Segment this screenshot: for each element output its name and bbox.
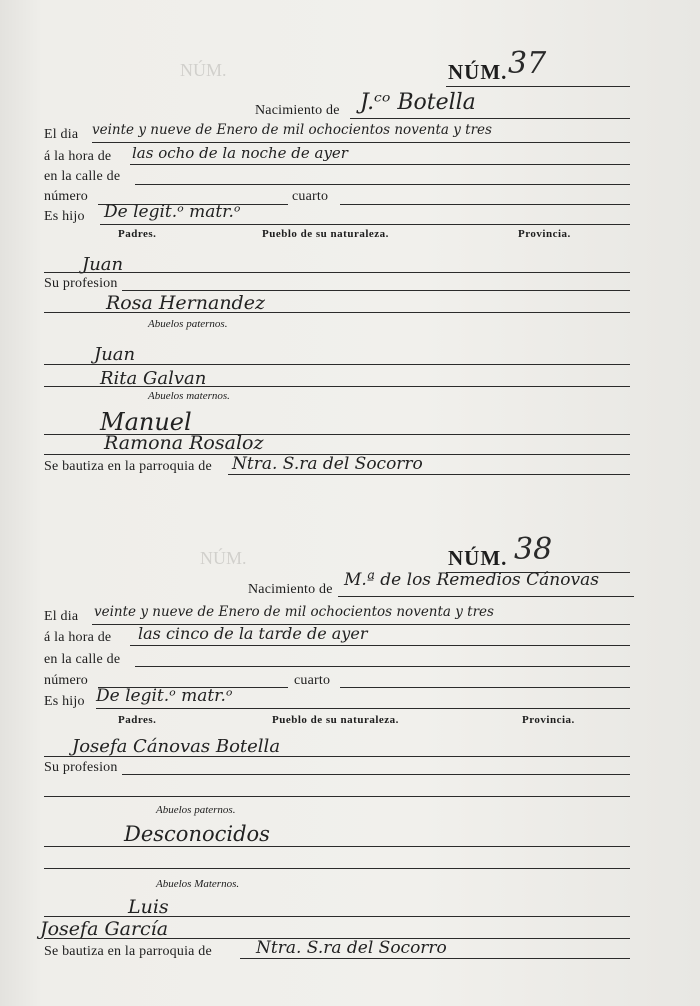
- rule: [338, 596, 634, 597]
- cuarto-label: cuarto: [294, 673, 331, 688]
- hijo-value: De legit.ᵒ matr.ᵒ: [96, 686, 233, 706]
- rule: [240, 958, 630, 959]
- abuela-paterna-value: Rita Galvan: [100, 368, 207, 389]
- hora-label: á la hora de: [44, 149, 112, 164]
- rule: [96, 708, 630, 709]
- col-pueblo: Pueblo de su naturaleza.: [262, 228, 389, 240]
- dia-value: veinte y nueve de Enero de mil ochocientos noventa y tres: [92, 122, 492, 138]
- rule: [44, 796, 630, 797]
- parroquia-value: Ntra. S.ra del Socorro: [232, 454, 423, 474]
- abuelo-materno-value: Manuel: [100, 408, 192, 436]
- rule: [130, 645, 630, 646]
- abuelos-maternos-label: Abuelos maternos.: [148, 390, 230, 402]
- profesion-label: Su profesion: [44, 760, 118, 775]
- calle-label: en la calle de: [44, 652, 121, 667]
- hora-label: á la hora de: [44, 630, 112, 645]
- numero-label: número: [44, 673, 88, 688]
- numero-label: número: [44, 189, 88, 204]
- col-padres: Padres.: [118, 228, 157, 240]
- cuarto-label: cuarto: [292, 189, 329, 204]
- rule: [44, 756, 630, 757]
- rule: [340, 204, 630, 205]
- rule: [44, 364, 630, 365]
- padre-value: Juan: [82, 254, 124, 275]
- dia-label: El dia: [44, 609, 79, 624]
- rule: [44, 868, 630, 869]
- dia-value: veinte y nueve de Enero de mil ochocientos noventa y tres: [94, 604, 494, 620]
- entry-number-label: NÚM.: [448, 546, 508, 570]
- rule: [44, 272, 630, 273]
- rule: [122, 290, 630, 291]
- abuelos-paternos-label: Abuelos paternos.: [148, 318, 228, 330]
- entry-number: 38: [514, 532, 553, 567]
- profesion-label: Su profesion: [44, 276, 118, 291]
- hijo-value: De legit.ᵒ matr.ᵒ: [104, 202, 241, 222]
- rule: [100, 224, 630, 225]
- rule: [44, 846, 630, 847]
- hijo-label: Es hijo: [44, 694, 85, 709]
- abuela-materna-value: Josefa García: [40, 918, 169, 940]
- abuelo-paterno-value: Juan: [94, 344, 136, 365]
- rule: [44, 916, 630, 917]
- rule: [350, 118, 630, 119]
- hora-value: las cinco de la tarde de ayer: [138, 624, 368, 643]
- nacimiento-value: M.ª de los Remedios Cánovas: [344, 570, 599, 590]
- number-underline: [446, 86, 630, 87]
- abuelo-paterno-value: Desconocidos: [124, 822, 270, 846]
- padre-value: Josefa Cánovas Botella: [72, 736, 281, 757]
- rule: [130, 164, 630, 165]
- nacimiento-label: Nacimiento de: [248, 582, 333, 597]
- dia-label: El dia: [44, 127, 79, 142]
- col-provincia: Provincia.: [518, 228, 571, 240]
- nacimiento-value: J.ᶜᵒ Botella: [360, 90, 476, 115]
- rule: [44, 386, 630, 387]
- parroquia-label: Se bautiza en la parroquia de: [44, 459, 212, 474]
- col-provincia: Provincia.: [522, 714, 575, 726]
- rule: [122, 774, 630, 775]
- rule: [135, 666, 630, 667]
- abuelos-maternos-label: Abuelos Maternos.: [156, 878, 240, 890]
- bleed-through-number: NÚM.: [180, 60, 227, 80]
- abuelos-paternos-label: Abuelos paternos.: [156, 804, 236, 816]
- hora-value: las ocho de la noche de ayer: [132, 144, 348, 162]
- rule: [340, 687, 630, 688]
- col-padres: Padres.: [118, 714, 157, 726]
- rule: [44, 312, 630, 313]
- nacimiento-label: Nacimiento de: [255, 103, 340, 118]
- entry-number: 37: [508, 46, 547, 81]
- rule: [135, 184, 630, 185]
- hijo-label: Es hijo: [44, 209, 85, 224]
- rule: [92, 142, 630, 143]
- rule: [228, 474, 630, 475]
- parroquia-value: Ntra. S.ra del Socorro: [256, 938, 447, 958]
- parroquia-label: Se bautiza en la parroquia de: [44, 944, 212, 959]
- calle-label: en la calle de: [44, 169, 121, 184]
- madre-value: Rosa Hernandez: [106, 292, 265, 314]
- col-pueblo: Pueblo de su naturaleza.: [272, 714, 399, 726]
- entry-number-label: NÚM.: [448, 60, 508, 84]
- bleed-through-number: NÚM.: [200, 548, 247, 568]
- abuela-materna-value: Ramona Rosaloz: [104, 432, 264, 454]
- abuelo-materno-value: Luis: [128, 896, 169, 918]
